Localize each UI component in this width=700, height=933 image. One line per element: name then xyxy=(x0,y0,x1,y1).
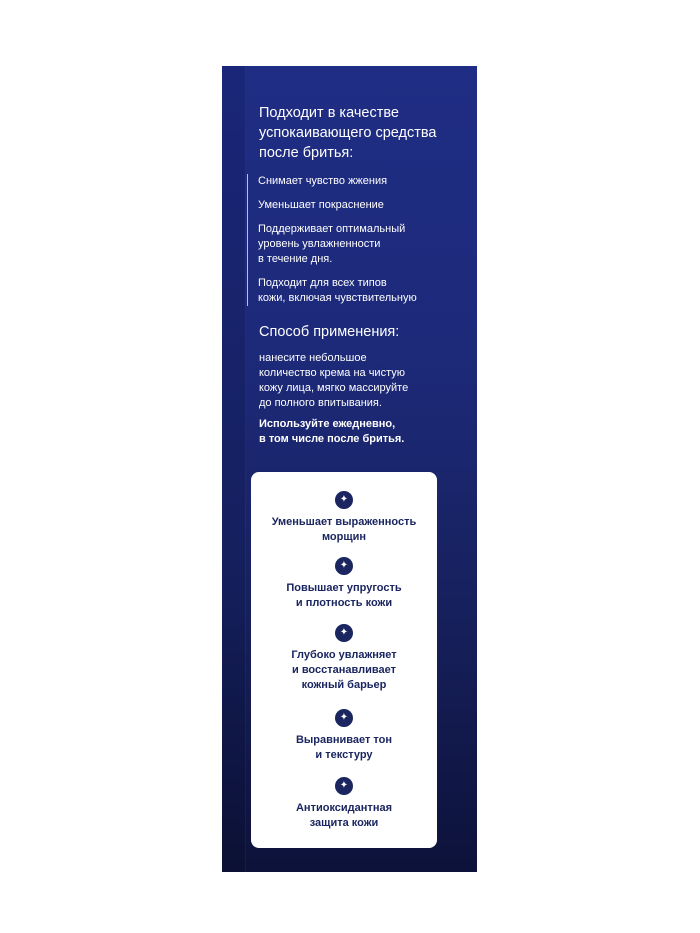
method-text: нанесите небольшое количество крема на чистую кожу лица, мягко массируйте до полного впитывания. xyxy=(259,352,409,409)
suitability-heading: Подходит в качестве успокаивающего средства после бритья: xyxy=(259,105,437,161)
sparkle-star-icon: ✦ xyxy=(335,557,353,575)
feature-label: Повышает упругость и плотность кожи xyxy=(286,582,402,609)
feature-item xyxy=(251,622,437,693)
features-card xyxy=(251,472,437,848)
benefit-item: Поддерживает оптимальный уровень увлажненности в течение дня. xyxy=(258,223,406,265)
benefit-item: Подходит для всех типов кожи, включая чувствительную xyxy=(258,277,417,304)
feature-item xyxy=(251,775,437,831)
benefit-item: Уменьшает покраснение xyxy=(258,199,384,211)
feature-label: Антиоксидантная защита кожи xyxy=(295,802,392,829)
sparkle-star-icon: ✦ xyxy=(335,491,353,509)
benefits-list xyxy=(247,174,483,306)
sparkle-star-icon: ✦ xyxy=(335,777,353,795)
feature-item xyxy=(251,707,437,763)
feature-label: Глубоко увлажняет и восстанавливает кожный барьер xyxy=(291,649,397,691)
benefit-item: Снимает чувство жжения xyxy=(258,175,388,187)
sparkle-star-icon: ✦ xyxy=(335,709,353,727)
feature-label: Уменьшает выраженность морщин xyxy=(271,516,417,543)
box-side-flap xyxy=(222,66,246,872)
method-usage-note: Используйте ежедневно, в том числе после бритья. xyxy=(259,418,405,445)
method-title: Способ применения: xyxy=(259,324,400,340)
feature-item xyxy=(251,489,437,545)
feature-label: Выравнивает тон и текстуру xyxy=(295,734,393,761)
sparkle-star-icon: ✦ xyxy=(335,624,353,642)
feature-item xyxy=(251,555,437,611)
